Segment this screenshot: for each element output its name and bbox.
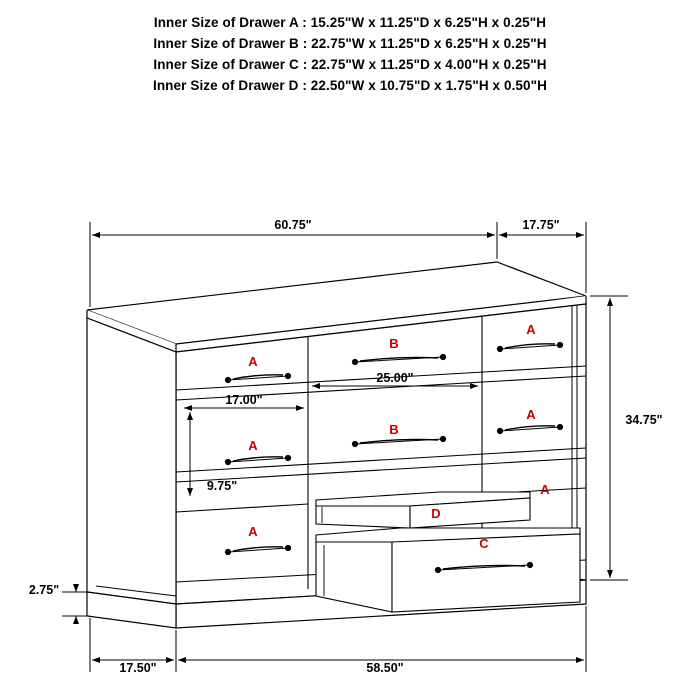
dim-overall-height: 34.75": [625, 413, 663, 427]
label-drawer-a4: A: [526, 407, 536, 422]
dim-top-depth: 17.75": [522, 218, 560, 232]
label-drawer-b2: B: [389, 422, 399, 437]
dim-drawer-height: 9.75": [206, 479, 238, 493]
dim-drawer-a-width: 17.00": [225, 393, 263, 407]
dim-drawer-b-width: 25.00": [376, 371, 414, 385]
dresser-body: [87, 262, 586, 628]
dim-base-depth: 17.50": [119, 661, 157, 675]
label-drawer-a5: A: [248, 524, 258, 539]
label-drawer-d: D: [431, 506, 441, 521]
drawer-d-left-face: [316, 506, 410, 528]
label-drawer-a6: A: [540, 482, 550, 497]
label-drawer-c: C: [479, 536, 489, 551]
spec-line-b: Inner Size of Drawer B : 22.75"W x 11.25"D x 6.25"H x 0.25"H: [153, 36, 547, 51]
dim-base-height: 2.75": [28, 583, 60, 597]
spec-line-a: Inner Size of Drawer A : 15.25"W x 11.25"D x 6.25"H x 0.25"H: [153, 15, 547, 30]
label-drawer-b1: B: [389, 336, 399, 351]
label-drawer-a3: A: [248, 438, 258, 453]
label-drawer-a1: A: [248, 354, 258, 369]
dresser-left-side: [87, 318, 176, 604]
label-drawer-a2: A: [526, 322, 536, 337]
spec-line-d: Inner Size of Drawer D : 22.50"W x 10.75"D x 1.75"H x 0.50"H: [152, 78, 548, 93]
dim-base-width: 58.50": [366, 661, 404, 675]
spec-line-c: Inner Size of Drawer C : 22.75"W x 11.25"D x 4.00"H x 0.25"H: [153, 57, 547, 72]
dim-top-width: 60.75": [274, 218, 312, 232]
